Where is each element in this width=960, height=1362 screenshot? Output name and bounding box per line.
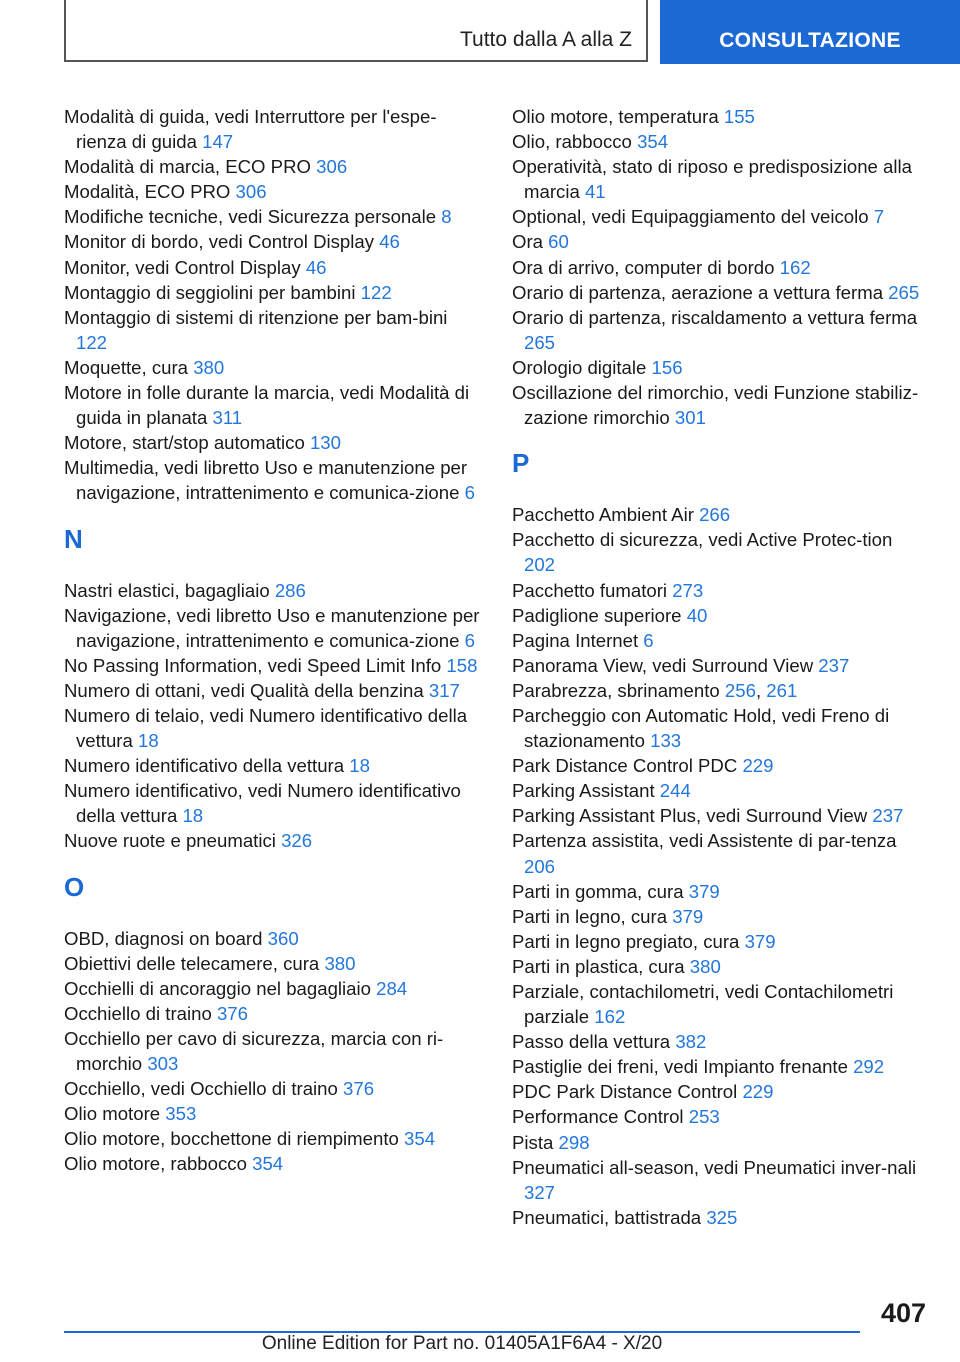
page-reference-link[interactable]: 18: [182, 805, 204, 827]
page-reference-link[interactable]: 353: [165, 1103, 197, 1125]
index-letter-heading: P: [512, 448, 530, 479]
index-entry: [64, 828, 480, 853]
page-reference-link[interactable]: 202: [524, 554, 556, 576]
index-entry: [64, 255, 480, 280]
index-entry: [64, 1026, 480, 1076]
index-entry-text: Parti in legno pregiato, cura: [512, 930, 740, 952]
index-entry: [512, 954, 927, 979]
index-entry: [512, 778, 927, 803]
index-entry: [64, 753, 480, 778]
index-entry: [512, 703, 927, 753]
index-entry: [64, 380, 480, 430]
page-reference-link[interactable]: 266: [699, 504, 731, 526]
index-column-right: [512, 104, 927, 1230]
index-column-left: [64, 104, 480, 1176]
index-entry-text: Monitor, vedi Control Display: [64, 256, 301, 278]
page-reference-link[interactable]: 379: [744, 930, 776, 952]
index-entry: [512, 255, 927, 280]
index-entry-text: OBD, diagnosi on board: [64, 927, 263, 949]
page-reference-link[interactable]: 244: [659, 780, 691, 802]
index-entry-text: Motore in folle durante la marcia, vedi Modalità di guida in planata: [64, 382, 470, 429]
page-number: 407: [880, 1298, 926, 1328]
index-entry-text: Pastiglie dei freni, vedi Impianto frenante: [512, 1056, 848, 1078]
index-entry-text: Modalità di guida, vedi Interruttore per l'espe-rienza di guida: [64, 106, 437, 153]
page-reference-link[interactable]: 6: [643, 629, 654, 651]
page-reference-link[interactable]: 7: [873, 206, 885, 228]
index-entry: [64, 976, 480, 1001]
index-entry-text: Passo della vettura: [512, 1031, 671, 1053]
index-entry: Parabrezza, sbrinamento 256, 261: [512, 679, 798, 701]
page-reference-link[interactable]: 354: [637, 131, 669, 153]
index-entry-text: Occhielli di ancoraggio nel bagagliaio: [64, 977, 371, 999]
index-entry: [64, 455, 480, 505]
header-section-title: Tutto dalla A alla Z: [460, 28, 632, 51]
page-reference-link[interactable]: 158: [446, 654, 478, 676]
page-reference-link[interactable]: 298: [558, 1131, 590, 1153]
page-reference-link[interactable]: 162: [779, 256, 811, 278]
index-entry: [512, 355, 927, 380]
index-entry: [64, 703, 480, 753]
page-reference-link[interactable]: 354: [404, 1128, 436, 1150]
page-reference-link[interactable]: 376: [216, 1002, 248, 1024]
index-entry-text: Park Distance Control PDC: [512, 755, 738, 777]
page-reference-link[interactable]: 46: [379, 231, 400, 253]
page-reference-link[interactable]: 40: [686, 604, 708, 626]
index-entry: [64, 926, 480, 951]
index-entry: [512, 1079, 927, 1104]
index-entry-text: Pneumatici all-season, vedi Pneumatici inver-nali: [512, 1156, 917, 1178]
page-reference-link[interactable]: 162: [594, 1006, 626, 1028]
index-entry-text: Olio motore: [64, 1103, 161, 1125]
index-entry: [512, 1054, 927, 1079]
index-entry-text: Modalità, ECO PRO: [64, 181, 231, 203]
page-reference-link[interactable]: 261: [766, 679, 798, 701]
index-entry-text: Orario di partenza, riscaldamento a vettura ferma: [512, 306, 918, 328]
index-entry-text: Parcheggio con Automatic Hold, vedi Freno di stazionamento: [512, 704, 890, 752]
page-reference-link[interactable]: 6: [464, 629, 475, 651]
index-entry-text: Montaggio di sistemi di ritenzione per bam-bini: [64, 306, 448, 328]
page-reference-link[interactable]: 327: [524, 1181, 556, 1203]
index-entry: [64, 778, 480, 828]
page-reference-link[interactable]: 306: [316, 156, 348, 178]
index-entry: [64, 1101, 480, 1126]
index-entry-text: Olio motore, bocchettone di riempimento: [64, 1128, 399, 1150]
index-letter-heading: N: [64, 523, 83, 554]
index-entry: [512, 653, 927, 678]
index-entry: [64, 229, 480, 254]
index-entry: [64, 1151, 480, 1176]
index-entry-text: Occhiello di traino: [64, 1002, 212, 1024]
index-entry: [64, 154, 480, 179]
page-reference-link[interactable]: 265: [888, 281, 920, 303]
index-entry-text: Pista: [512, 1131, 554, 1153]
page-reference-link[interactable]: 237: [872, 805, 904, 827]
index-entry: [512, 280, 927, 305]
index-entry-text: Monitor di bordo, vedi Control Display: [64, 231, 375, 253]
index-entry: [64, 951, 480, 976]
page-reference-link[interactable]: 229: [742, 1081, 774, 1103]
index-entry-text: Orario di partenza, aerazione a vettura ferma: [512, 281, 884, 303]
page-reference-link[interactable]: 18: [349, 755, 370, 777]
page-reference-link[interactable]: 237: [818, 654, 850, 676]
index-entry-text: PDC Park Distance Control: [512, 1081, 738, 1103]
page-reference-link[interactable]: 18: [138, 730, 159, 752]
index-entry: [64, 653, 480, 678]
index-entry-text: Numero di ottani, vedi Qualità della benzina: [64, 679, 424, 701]
index-entry-text: Numero identificativo della vettura: [64, 755, 345, 777]
index-entry-text: Parking Assistant Plus, vedi Surround View: [512, 805, 868, 827]
page-reference-link[interactable]: 273: [672, 579, 704, 601]
index-entry-text: Pacchetto Ambient Air: [512, 504, 694, 526]
index-entry: [64, 678, 480, 703]
page-reference-link[interactable]: 155: [723, 106, 755, 127]
index-entry-text: Pagina Internet: [512, 629, 639, 651]
index-entry: [512, 603, 927, 628]
page-reference-link[interactable]: 379: [672, 905, 704, 927]
index-entry: [512, 929, 927, 954]
index-entry-text: Navigazione, vedi libretto Uso e manutenzione per navigazione, intrattenimento e comunica-zione: [64, 604, 480, 651]
index-entry-text: Operatività, stato di riposo e predisposizione alla marcia: [512, 156, 912, 203]
index-entry-text: Occhiello, vedi Occhiello di traino: [64, 1078, 338, 1100]
index-entry: [64, 104, 480, 154]
index-entry: [512, 229, 927, 254]
index-entry: [64, 430, 480, 455]
index-entry-text: Padiglione superiore: [512, 604, 682, 626]
index-entry-text: Performance Control: [512, 1106, 684, 1128]
page-reference-link[interactable]: 354: [252, 1153, 284, 1175]
page-reference-link[interactable]: 292: [853, 1056, 885, 1078]
index-letter-heading: O: [64, 871, 85, 902]
index-entry-text: Numero identificativo, vedi Numero identificativo della vettura: [64, 780, 461, 827]
page-reference-link[interactable]: 317: [428, 679, 460, 701]
index-entry-text: Partenza assistita, vedi Assistente di par-tenza: [512, 830, 897, 852]
index-entry: [512, 979, 927, 1029]
index-entry: [512, 828, 927, 878]
header-tab-label: CONSULTAZIONE: [719, 29, 901, 52]
index-entry: [512, 1104, 927, 1129]
index-entry: [512, 1130, 927, 1155]
index-entry-text: Pacchetto di sicurezza, vedi Active Protec-tion: [512, 529, 893, 551]
index-entry-text: Nastri elastici, bagagliaio: [64, 579, 270, 601]
index-entry: [512, 305, 927, 355]
index-entry: [512, 628, 927, 653]
page-reference-link[interactable]: 380: [689, 955, 721, 977]
index-entry: [64, 578, 480, 603]
index-entry: [512, 154, 927, 204]
index-entry: [64, 280, 480, 305]
page-reference-link[interactable]: 265: [524, 331, 556, 353]
page-reference-link[interactable]: 325: [706, 1206, 738, 1228]
index-entry: [64, 305, 480, 355]
index-entry: [512, 104, 927, 129]
index-entry: [64, 1001, 480, 1026]
index-entry: [512, 380, 927, 430]
index-entry-text: Olio motore, rabbocco: [64, 1153, 247, 1175]
index-entry-text: Olio motore, temperatura: [512, 106, 719, 127]
index-entry-text: Ora di arrivo, computer di bordo: [512, 256, 775, 278]
index-entry-text: Multimedia, vedi libretto Uso e manutenzione per navigazione, intrattenimento e comunica-zione: [64, 457, 468, 504]
page-reference-link[interactable]: 229: [742, 755, 774, 777]
index-entry-text: Parti in plastica, cura: [512, 955, 685, 977]
page-reference-link[interactable]: 130: [309, 432, 341, 454]
index-entry-text: Parabrezza, sbrinamento: [512, 679, 720, 701]
index-entry-text: Obiettivi delle telecamere, cura: [64, 952, 320, 974]
page-reference-link[interactable]: 286: [274, 579, 306, 601]
page-reference-link[interactable]: 256: [724, 679, 756, 701]
index-entry-text: Orologio digitale: [512, 356, 647, 378]
index-entry: [512, 204, 927, 229]
page-reference-link[interactable]: 303: [147, 1053, 179, 1074]
page-reference-link[interactable]: 284: [376, 977, 408, 999]
index-entry-text: Moquette, cura: [64, 356, 189, 378]
index-entry-text: Parti in legno, cura: [512, 905, 668, 927]
index-entry-text: Montaggio di seggiolini per bambini: [64, 281, 356, 303]
index-entry: [64, 603, 480, 653]
index-entry: [64, 355, 480, 380]
index-entry-text: Panorama View, vedi Surround View: [512, 654, 814, 676]
page-reference-link[interactable]: 60: [548, 231, 569, 253]
index-entry: [64, 1076, 480, 1101]
index-entry-text: Ora: [512, 231, 543, 253]
page-reference-link[interactable]: 380: [324, 952, 356, 974]
index-entry-text: Occhiello per cavo di sicurezza, marcia con ri-morchio: [64, 1027, 444, 1074]
index-entry-text: Modifiche tecniche, vedi Sicurezza personale: [64, 206, 437, 228]
index-entry: [512, 578, 927, 603]
page-reference-link[interactable]: 206: [524, 855, 556, 877]
page-reference-link[interactable]: 379: [688, 880, 720, 902]
page-reference-link[interactable]: 133: [650, 730, 682, 752]
page-reference-link[interactable]: 253: [688, 1106, 720, 1128]
index-entry: [512, 879, 927, 904]
index-entry: [512, 129, 927, 154]
index-entry: [64, 1126, 480, 1151]
index-entry: [512, 1155, 927, 1205]
page-reference-link[interactable]: 382: [675, 1031, 707, 1053]
page-reference-link[interactable]: 376: [343, 1078, 375, 1100]
page-reference-link[interactable]: 306: [235, 181, 267, 203]
index-entry-text: Parziale, contachilometri, vedi Contachilometri parziale: [512, 981, 894, 1028]
page-reference-link[interactable]: 8: [441, 206, 452, 228]
index-entry-text: Motore, start/stop automatico: [64, 432, 305, 454]
header-section-box: [64, 0, 648, 62]
page-reference-link[interactable]: 122: [360, 281, 392, 303]
page-reference-link[interactable]: 6: [464, 482, 475, 504]
index-entry: [64, 179, 480, 204]
page-reference-link[interactable]: 360: [267, 927, 299, 949]
header-tab[interactable]: [660, 0, 960, 64]
index-entry: [512, 753, 927, 778]
index-entry-text: Pneumatici, battistrada: [512, 1206, 702, 1228]
index-entry: [512, 1029, 927, 1054]
index-entry-text: Numero di telaio, vedi Numero identificativo della vettura: [64, 704, 468, 752]
index-entry: [64, 204, 480, 229]
index-entry: [512, 502, 927, 527]
index-entry-text: No Passing Information, vedi Speed Limit Info: [64, 654, 442, 676]
index-entry-text: Parking Assistant: [512, 780, 655, 802]
index-entry: [512, 527, 927, 577]
index-entry-text: Pacchetto fumatori: [512, 579, 668, 601]
index-entry-text: Olio, rabbocco: [512, 131, 632, 153]
index-entry-text: Nuove ruote e pneumatici: [64, 830, 276, 852]
page-reference-link[interactable]: 147: [202, 131, 234, 153]
footer-edition: Online Edition for Part no. 01405A1F6A4 - X/20: [261, 1333, 663, 1354]
index-entry-text: Oscillazione del rimorchio, vedi Funzione stabiliz-zazione rimorchio: [512, 382, 919, 429]
page-reference-link[interactable]: 156: [651, 356, 683, 378]
index-entry-text: Optional, vedi Equipaggiamento del veicolo: [512, 206, 869, 228]
index-entry-text: Modalità di marcia, ECO PRO: [64, 156, 311, 178]
page-reference-link[interactable]: 326: [281, 830, 313, 852]
index-entry-text: Parti in gomma, cura: [512, 880, 684, 902]
page-reference-link[interactable]: 122: [76, 331, 108, 353]
page-reference-link[interactable]: 380: [193, 356, 225, 378]
page-reference-link[interactable]: 311: [212, 407, 243, 429]
index-entry: [512, 1205, 927, 1230]
page-reference-link[interactable]: 41: [584, 181, 606, 203]
index-entry: [512, 904, 927, 929]
page-reference-link[interactable]: 301: [674, 407, 706, 429]
page-reference-link[interactable]: 46: [305, 256, 327, 278]
index-entry: [512, 803, 927, 828]
